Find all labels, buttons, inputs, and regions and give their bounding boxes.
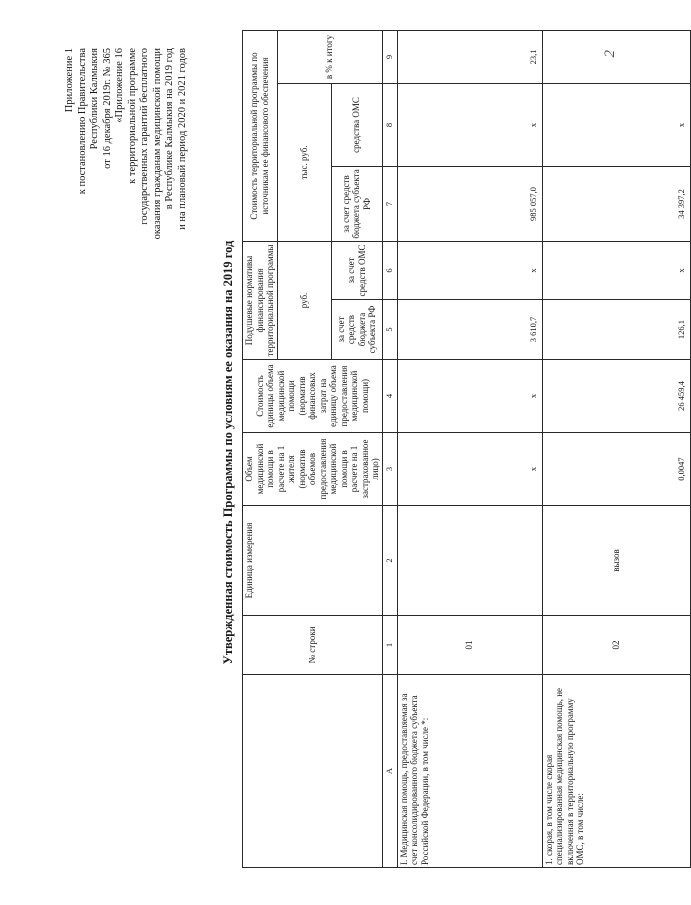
appendix-line: от 16 декабря 2019г. № 365	[101, 48, 113, 169]
row-unit-cost: х	[397, 360, 542, 433]
row-number: 02	[542, 616, 690, 675]
original-appendix-line: в Республике Калмыкия на 2019 год	[164, 48, 175, 210]
row-cost-budget: 34 397,2	[542, 166, 690, 241]
header-cost-oms: средства ОМС	[331, 83, 382, 166]
column-index: 1	[382, 616, 397, 675]
row-name: I. Медицинская помощь, предоставляемая за счет консолидированного бюджета субъекта Российской Федерации, в том числе *:	[397, 675, 542, 868]
row-cost-budget: 985 057,0	[397, 166, 542, 241]
table-row	[397, 30, 542, 867]
header-percent-total: в % к итогу	[277, 30, 382, 83]
header-row-number: № строки	[243, 616, 383, 675]
row-cost-oms: х	[397, 83, 542, 166]
column-index: 5	[382, 300, 397, 360]
row-unit-cost: 26 459,4	[542, 360, 690, 433]
appendix-line: к постановлению Правительства	[76, 48, 88, 195]
column-index: А	[382, 675, 397, 868]
column-index: 7	[382, 166, 397, 241]
header-stub-empty	[243, 675, 383, 868]
row-number: 01	[397, 616, 542, 675]
header-volume: Объем медицинской помощи в расчете на 1 жителя (норматив объемов предоставления медицинской помощи в расчете на 1 застрахованное лицо)	[243, 433, 383, 506]
header-per-capita-oms: за счет средств ОМС	[331, 241, 382, 299]
row-name: 1. скорая, в том числе скорая специализированная медицинская помощь, не включенная в территориальную программу ОМС, в том числе:	[542, 675, 690, 868]
header-per-capita-budget: за счет средств бюджета субъекта РФ	[331, 300, 382, 360]
row-unit	[397, 506, 542, 616]
row-per-capita-budget: 3 610,7	[397, 300, 542, 360]
page-number: 2	[602, 50, 618, 58]
row-cost-oms: х	[542, 83, 690, 166]
column-index: 3	[382, 433, 397, 506]
column-index: 4	[382, 360, 397, 433]
original-appendix-line: «Приложение 16	[114, 48, 125, 123]
row-volume: 0,0047	[542, 433, 690, 506]
appendix-line: Республики Калмыкия	[89, 48, 100, 150]
appendix-line: Приложение 1	[64, 48, 75, 113]
appendix-note	[64, 48, 114, 194]
row-percent: 23,1	[397, 30, 542, 83]
header-row-top	[243, 30, 278, 867]
original-appendix-note	[114, 48, 189, 239]
column-index: 9	[382, 30, 397, 83]
row-unit: вызов	[542, 506, 690, 616]
original-appendix-line: государственных гарантий бесплатного	[139, 48, 150, 225]
document-title: Утвержденная стоимость Программы по условиям ее оказания на 2019 год	[221, 240, 235, 665]
column-index-row	[382, 30, 397, 867]
row-volume: х	[397, 433, 542, 506]
row-per-capita-budget: 126,1	[542, 300, 690, 360]
header-cost-budget: за счет средств бюджета субъекта РФ	[331, 166, 382, 241]
original-appendix-line: оказания гражданам медицинской помощи	[151, 48, 163, 240]
original-appendix-line: и на плановый период 2020 и 2021 годов	[176, 48, 188, 230]
original-appendix-line: к территориальной программе	[126, 48, 138, 184]
table-row	[542, 30, 690, 867]
header-per-capita-group: Подушевые нормативы финансирования территориальной программы	[243, 241, 278, 359]
header-unit-cost: Стоимость единицы объема медицинской помощи (норматив финансовых затрат на единицу объема предоставления медицинской помощи)	[243, 360, 383, 433]
row-per-capita-oms: х	[542, 241, 690, 299]
header-per-capita-unit: руб.	[277, 241, 331, 359]
header-cost-group: Стоимость территориальной программы по источникам ее финансового обеспечения	[243, 30, 278, 241]
header-cost-unit: тыс. руб.	[277, 83, 331, 241]
column-index: 8	[382, 83, 397, 166]
cost-table	[242, 30, 691, 868]
header-unit: Единица измерения	[243, 506, 383, 616]
column-index: 2	[382, 506, 397, 616]
row-per-capita-oms: х	[397, 241, 542, 299]
column-index: 6	[382, 241, 397, 299]
